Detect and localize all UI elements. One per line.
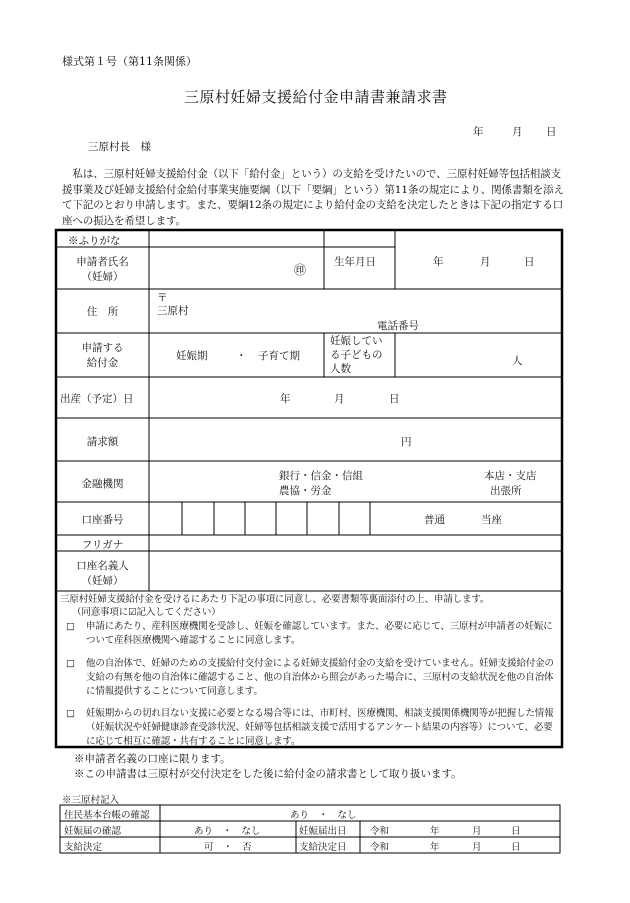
children-unit: 人 [512,355,523,367]
birth-date-label: 生年月日 [334,256,376,268]
seal-mark: ㊞ [294,263,307,277]
intro-paragraph: 私は、三原村妊婦支援給付金（以下「給付金」という）の支給を受けたいので、三原村妊婦等包括相談支援事業及び妊婦支援給付金給付事業実施要綱（以下「要綱」という）第11条の規定により、関係書類を添えて下記のとおり申請します。また、要綱12条の規定により給付金の支給を決定したときは下記の指定する口座への振込を希望します。 [62,168,564,227]
note-invoice-usage: ※この申請書は三原村が交付決定をした後に給付金の請求書として取り扱います。 [74,768,462,780]
account-holder-input[interactable] [150,552,560,590]
payment-decision-day: 日 [511,842,521,853]
bank-types-line1: 銀行・信金・信組 [279,470,363,482]
account-number-label: 口座番号 [81,514,124,526]
payment-decision-value[interactable]: 可 ・ 否 [204,842,252,853]
bank-label: 金融機関 [81,478,124,490]
address-value: 三原村 [157,305,189,317]
phone-input[interactable] [430,316,550,331]
form-number: 様式第１号（第11条関係） [62,55,197,68]
furigana-input[interactable] [150,232,323,246]
birth-day: 日 [524,256,535,268]
due-month: 月 [334,393,345,405]
pregnancy-notice-day: 日 [511,826,521,837]
consent-checkbox-2[interactable]: □ [66,658,75,669]
benefit-separator: ・ [236,350,247,362]
resident-register-value[interactable]: あり ・ なし [290,810,357,821]
consent-checkbox-3[interactable]: □ [66,708,75,719]
pregnancy-notice-era: 令和 [370,826,390,837]
branch-types-line1: 本店・支店 [484,470,537,482]
note-account-holder: ※申請者名義の口座に限ります。 [74,753,231,765]
pregnancy-notice-label: 妊娠届の確認 [64,826,122,837]
address-label: 住 所 [86,306,119,318]
consent-item-2 [66,657,560,699]
birth-year: 年 [433,256,444,268]
amount-input[interactable] [160,428,390,454]
applicant-name-sub: （妊婦） [81,271,124,283]
due-date-label: 出産（予定）日 [60,393,134,405]
page-title: 三原村妊婦支援給付金申請書兼請求書 [184,88,448,106]
children-count-label-1: 妊娠してい [330,335,383,347]
bank-types-line2: 農協・労金 [279,485,332,497]
pregnancy-notice-value[interactable]: あり ・ なし [194,826,261,837]
birth-month: 月 [480,256,491,268]
branch-name-input[interactable] [380,468,476,496]
children-count-label-3: 人数 [330,363,351,375]
addressee: 三原村長 様 [88,141,151,153]
payment-decision-date-label: 支給決定日 [299,842,347,853]
benefit-label: 申請する [81,342,124,354]
payment-decision-era: 令和 [370,842,390,853]
pregnancy-notice-year: 年 [430,826,440,837]
consent-text-2: 他の自治体で、妊婦のための支援給付交付金による妊婦支援給付金の支給を受けていません。妊婦支援給付金の支給の有無を他の自治体に確認すること、他の自治体から照会があった場合に、三原村の支給状況を他の自治体に情報提供することについて同意します。 [86,658,554,697]
resident-register-label: 住民基本台帳の確認 [64,810,150,821]
consent-checkbox-1[interactable]: □ [66,621,75,632]
account-holder-label: 口座名義人 [76,560,129,572]
amount-unit: 円 [401,436,412,448]
consent-text-3: 妊娠期からの切れ目ない支援に必要となる場合等には、市町村、医療機関、相談支援関係機関等が把握した情報（妊娠状況や妊婦健康診査受診状況、妊婦等包括相談支援で活用するアンケート結果の内容等）について、必要に応じて相互に確認・共有することに同意します。 [86,708,554,747]
consent-item-3 [66,707,560,749]
payment-decision-year: 年 [430,842,440,853]
date-year: 年 [473,126,484,138]
children-count-input[interactable] [400,340,500,370]
benefit-option-childcare[interactable]: 子育て期 [258,350,300,362]
pregnancy-notice-month: 月 [472,826,482,837]
applicant-name-input[interactable] [150,249,290,288]
furigana-label: ※ふりがな [68,235,121,247]
due-year: 年 [280,393,291,405]
account-type-current[interactable]: 当座 [481,514,502,526]
consent-intro: 三原村妊婦支援給付金を受けるにあたり下記の事項に同意し、必要書類等裏面添付の上、申請します。 [60,594,490,605]
phone-label: 電話番号 [377,320,419,332]
amount-label: 請求額 [86,436,119,448]
children-count-label-2: る子どもの [330,349,383,361]
bank-name-input[interactable] [152,468,272,496]
benefit-label-sub: 給付金 [86,357,119,369]
consent-text-1: 申請にあたり、産科医療機関を受診し、妊娠を確認しています。また、必要に応じて、三原村が申請者の妊娠について産科医療機関へ確認することに同意します。 [86,621,553,646]
due-day: 日 [389,393,400,405]
pregnancy-notice-date-label: 妊娠届出日 [299,826,347,837]
applicant-name-label: 申請者氏名 [76,256,129,268]
account-number-input[interactable] [150,503,369,534]
holder-kana-label: フリガナ [81,539,124,551]
holder-kana-input[interactable] [150,536,560,550]
date-day: 日 [546,126,557,138]
postal-mark: 〒 [157,292,168,304]
payment-decision-label: 支給決定 [64,842,103,853]
benefit-option-pregnancy[interactable]: 妊娠期 [176,350,208,362]
date-month: 月 [512,126,523,138]
consent-instruction: （同意事項に☑記入してください） [72,607,221,618]
office-use-title: ※三原村記入 [62,795,120,806]
branch-types-line2: 出張所 [490,485,522,497]
payment-decision-month: 月 [472,842,482,853]
account-type-ordinary[interactable]: 普通 [424,514,445,526]
address-input[interactable] [200,300,540,314]
consent-item-1 [66,620,560,648]
account-holder-sub: （妊婦） [81,575,124,587]
